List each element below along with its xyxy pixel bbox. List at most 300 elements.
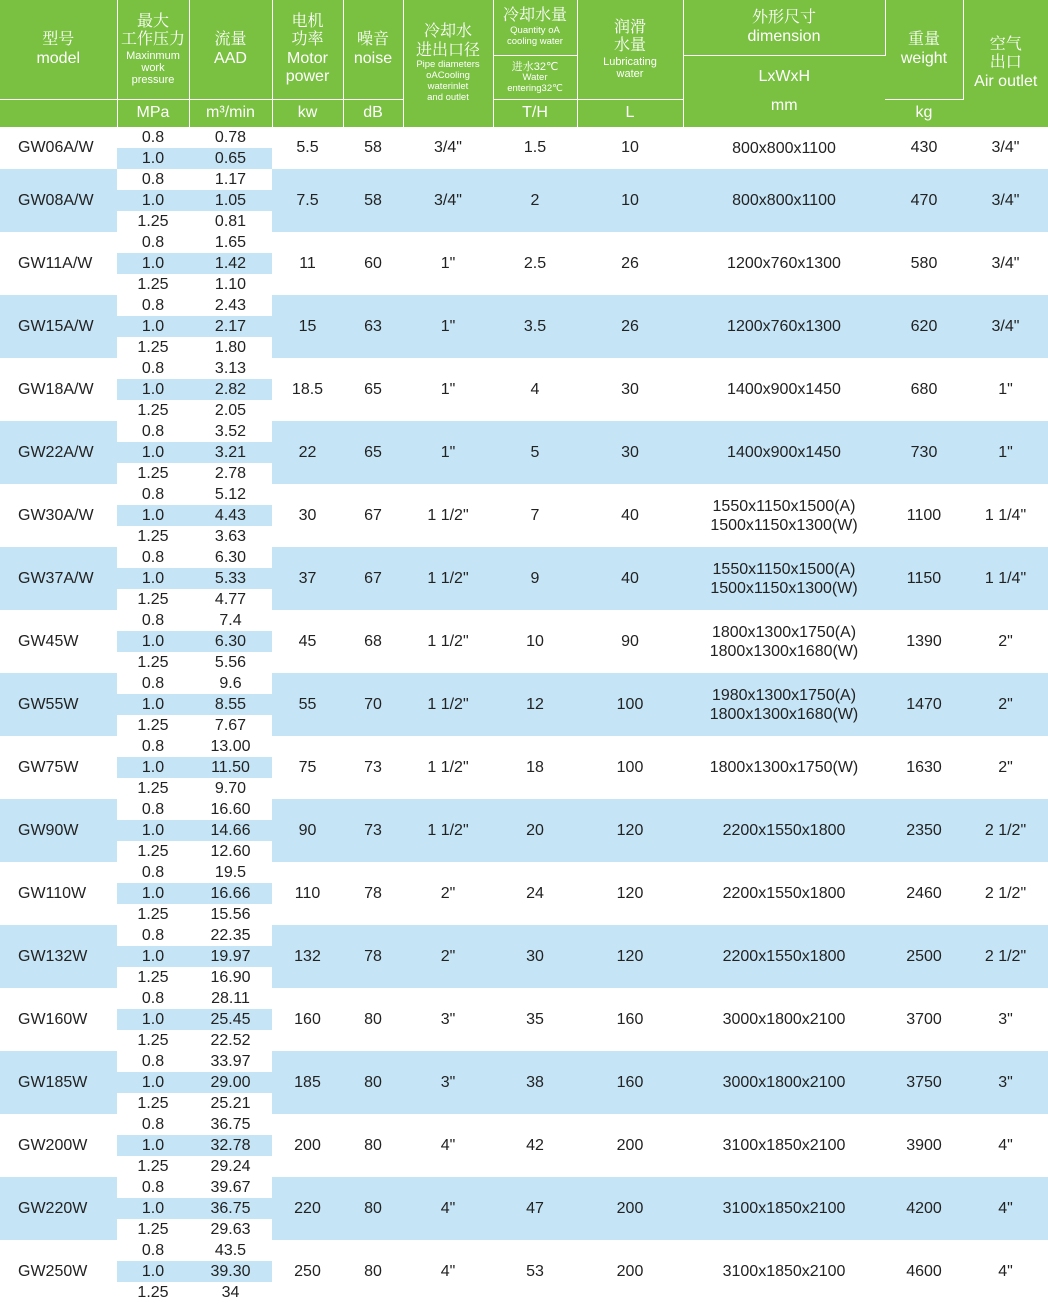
flow-cell: 3.63 — [189, 526, 272, 547]
power-cell: 55 — [272, 673, 343, 736]
model-cell: GW132W — [0, 925, 117, 988]
power-cell: 200 — [272, 1114, 343, 1177]
noise-cell: 78 — [343, 862, 403, 925]
pressure-cell: 1.0 — [117, 379, 189, 400]
flow-cell: 29.63 — [189, 1219, 272, 1240]
weight-cell: 4200 — [885, 1177, 963, 1240]
flow-cell: 6.30 — [189, 547, 272, 568]
cooling-cell: 9 — [493, 547, 577, 610]
pressure-cell: 1.25 — [117, 463, 189, 484]
model-cell: GW45W — [0, 610, 117, 673]
pressure-cell: 1.25 — [117, 904, 189, 925]
pressure-cell: 1.0 — [117, 820, 189, 841]
noise-cell: 67 — [343, 484, 403, 547]
pipe-cell: 1 1/2" — [403, 673, 493, 736]
pipe-cell: 3/4" — [403, 127, 493, 169]
air-outlet-cell: 4" — [963, 1240, 1048, 1303]
dimension-line: 3000x1800x2100 — [722, 1011, 846, 1028]
pressure-cell: 1.0 — [117, 1261, 189, 1282]
noise-cell: 78 — [343, 925, 403, 988]
lubricating-cell: 200 — [577, 1114, 683, 1177]
noise-cell: 58 — [343, 127, 403, 169]
flow-cell: 0.78 — [189, 127, 272, 148]
table-row — [0, 1177, 1048, 1198]
flow-cell: 15.56 — [189, 904, 272, 925]
dimension-line: 1800x1300x1750(A) — [711, 623, 857, 641]
model-cell: GW185W — [0, 1051, 117, 1114]
lubricating-cell: 30 — [577, 421, 683, 484]
pressure-cell: 1.25 — [117, 778, 189, 799]
dimension-line: 1400x900x1450 — [727, 444, 841, 461]
dimension-cell — [683, 547, 885, 610]
pressure-cell: 0.8 — [117, 1240, 189, 1261]
pressure-cell: 0.8 — [117, 862, 189, 883]
weight-cell: 2460 — [885, 862, 963, 925]
lubricating-cell: 120 — [577, 925, 683, 988]
air-outlet-cell: 2" — [963, 610, 1048, 673]
dimension-cell — [683, 484, 885, 547]
noise-cell: 73 — [343, 799, 403, 862]
cooling-cell: 38 — [493, 1051, 577, 1114]
dimension-line: 2200x1550x1800 — [722, 948, 846, 965]
flow-cell: 9.70 — [189, 778, 272, 799]
lubricating-cell: 160 — [577, 1051, 683, 1114]
air-outlet-cell: 2 1/2" — [963, 799, 1048, 862]
pipe-cell: 1 1/2" — [403, 610, 493, 673]
pressure-cell: 1.0 — [117, 316, 189, 337]
pressure-cell: 1.25 — [117, 1030, 189, 1051]
cooling-cell: 53 — [493, 1240, 577, 1303]
power-cell: 160 — [272, 988, 343, 1051]
table-row — [0, 127, 1048, 148]
weight-cell: 3900 — [885, 1114, 963, 1177]
dimension-cell — [683, 610, 885, 673]
flow-cell: 1.80 — [189, 337, 272, 358]
pipe-cell: 1 1/2" — [403, 799, 493, 862]
cooling-cell: 3.5 — [493, 295, 577, 358]
dimension-line: 1800x1300x1750(W) — [709, 759, 859, 776]
unit-th: T/H — [493, 100, 577, 128]
pipe-cell: 4" — [403, 1240, 493, 1303]
pressure-cell: 1.0 — [117, 1009, 189, 1030]
pipe-cell: 1 1/2" — [403, 736, 493, 799]
pressure-cell: 0.8 — [117, 295, 189, 316]
power-cell: 250 — [272, 1240, 343, 1303]
flow-cell: 1.42 — [189, 253, 272, 274]
flow-cell: 2.82 — [189, 379, 272, 400]
lubricating-cell: 160 — [577, 988, 683, 1051]
dimension-cell — [683, 736, 885, 799]
flow-cell: 39.67 — [189, 1177, 272, 1198]
lubricating-cell: 200 — [577, 1240, 683, 1303]
flow-cell: 1.10 — [189, 274, 272, 295]
cooling-cell: 2 — [493, 169, 577, 232]
air-outlet-cell: 3" — [963, 1051, 1048, 1114]
pressure-cell: 1.0 — [117, 757, 189, 778]
noise-cell: 73 — [343, 736, 403, 799]
model-cell: GW55W — [0, 673, 117, 736]
flow-cell: 5.33 — [189, 568, 272, 589]
lubricating-cell: 100 — [577, 673, 683, 736]
pressure-cell: 1.25 — [117, 1156, 189, 1177]
power-cell: 30 — [272, 484, 343, 547]
pipe-cell: 1 1/2" — [403, 484, 493, 547]
dimension-line: 1800x1300x1680(W) — [709, 705, 859, 723]
pressure-cell: 1.25 — [117, 589, 189, 610]
pressure-cell: 1.25 — [117, 715, 189, 736]
dimension-cell — [683, 358, 885, 421]
dimension-line: 1400x900x1450 — [727, 381, 841, 398]
flow-cell: 16.60 — [189, 799, 272, 820]
model-cell: GW11A/W — [0, 232, 117, 295]
table-row — [0, 421, 1048, 442]
cooling-cell: 12 — [493, 673, 577, 736]
header-air-outlet: 空气 出口 Air outlet — [963, 0, 1048, 127]
dimension-line: 2200x1550x1800 — [722, 822, 846, 839]
header-dimension: 外形尺寸 dimension — [683, 0, 885, 56]
air-outlet-cell: 2 1/2" — [963, 862, 1048, 925]
table-row — [0, 295, 1048, 316]
dimension-line: 2200x1550x1800 — [722, 885, 846, 902]
cooling-cell: 7 — [493, 484, 577, 547]
pressure-cell: 1.0 — [117, 883, 189, 904]
pipe-cell: 3/4" — [403, 169, 493, 232]
pressure-cell: 0.8 — [117, 673, 189, 694]
flow-cell: 2.43 — [189, 295, 272, 316]
pressure-cell: 1.25 — [117, 1282, 189, 1303]
air-outlet-cell: 3/4" — [963, 232, 1048, 295]
pressure-cell: 1.25 — [117, 400, 189, 421]
unit-kw: kw — [272, 100, 343, 128]
model-cell: GW160W — [0, 988, 117, 1051]
power-cell: 15 — [272, 295, 343, 358]
header-model: 型号 model — [0, 0, 117, 100]
lubricating-cell: 120 — [577, 862, 683, 925]
cooling-cell: 4 — [493, 358, 577, 421]
air-outlet-cell: 2" — [963, 736, 1048, 799]
dimension-line: 1550x1150x1500(A) — [712, 560, 856, 578]
pipe-cell: 1" — [403, 358, 493, 421]
power-cell: 75 — [272, 736, 343, 799]
unit-db: dB — [343, 100, 403, 128]
lubricating-cell: 10 — [577, 127, 683, 169]
flow-cell: 43.5 — [189, 1240, 272, 1261]
dimension-line: 1800x1300x1680(W) — [709, 642, 859, 660]
flow-cell: 2.17 — [189, 316, 272, 337]
flow-cell: 13.00 — [189, 736, 272, 757]
cooling-cell: 18 — [493, 736, 577, 799]
air-outlet-cell: 1" — [963, 421, 1048, 484]
model-cell: GW18A/W — [0, 358, 117, 421]
flow-cell: 3.13 — [189, 358, 272, 379]
weight-cell: 680 — [885, 358, 963, 421]
air-outlet-cell: 2" — [963, 673, 1048, 736]
unit-flow: m³/min — [189, 100, 272, 128]
pressure-cell: 0.8 — [117, 925, 189, 946]
pressure-cell: 0.8 — [117, 988, 189, 1009]
weight-cell: 620 — [885, 295, 963, 358]
dimension-cell — [683, 1177, 885, 1240]
model-cell: GW110W — [0, 862, 117, 925]
flow-cell: 12.60 — [189, 841, 272, 862]
power-cell: 22 — [272, 421, 343, 484]
pressure-cell: 1.0 — [117, 631, 189, 652]
weight-cell: 580 — [885, 232, 963, 295]
lubricating-cell: 40 — [577, 484, 683, 547]
unit-mpa: MPa — [117, 100, 189, 128]
flow-cell: 6.30 — [189, 631, 272, 652]
pressure-cell: 1.25 — [117, 1093, 189, 1114]
weight-cell: 430 — [885, 127, 963, 169]
pressure-cell: 1.0 — [117, 694, 189, 715]
flow-cell: 22.52 — [189, 1030, 272, 1051]
noise-cell: 80 — [343, 988, 403, 1051]
flow-cell: 25.45 — [189, 1009, 272, 1030]
lubricating-cell: 10 — [577, 169, 683, 232]
pressure-cell: 1.0 — [117, 946, 189, 967]
weight-cell: 1630 — [885, 736, 963, 799]
header-noise: 噪音 noise — [343, 0, 403, 100]
pipe-cell: 1" — [403, 421, 493, 484]
pipe-cell: 3" — [403, 988, 493, 1051]
lubricating-cell: 30 — [577, 358, 683, 421]
flow-cell: 39.30 — [189, 1261, 272, 1282]
pipe-cell: 4" — [403, 1114, 493, 1177]
weight-cell: 2350 — [885, 799, 963, 862]
flow-cell: 5.56 — [189, 652, 272, 673]
dimension-line: 3000x1800x2100 — [722, 1074, 846, 1091]
dimension-line: 800x800x1100 — [732, 139, 836, 157]
weight-cell: 730 — [885, 421, 963, 484]
power-cell: 45 — [272, 610, 343, 673]
pressure-cell: 0.8 — [117, 484, 189, 505]
table-row — [0, 358, 1048, 379]
cooling-cell: 47 — [493, 1177, 577, 1240]
pipe-cell: 2" — [403, 925, 493, 988]
flow-cell: 4.77 — [189, 589, 272, 610]
flow-cell: 14.66 — [189, 820, 272, 841]
air-outlet-cell: 4" — [963, 1114, 1048, 1177]
air-outlet-cell: 3/4" — [963, 169, 1048, 232]
noise-cell: 63 — [343, 295, 403, 358]
lubricating-cell: 200 — [577, 1177, 683, 1240]
flow-cell: 7.4 — [189, 610, 272, 631]
flow-cell: 16.90 — [189, 967, 272, 988]
model-cell: GW200W — [0, 1114, 117, 1177]
pipe-cell: 1 1/2" — [403, 547, 493, 610]
pressure-cell: 0.8 — [117, 799, 189, 820]
dimension-line: 3100x1850x2100 — [722, 1263, 846, 1280]
noise-cell: 65 — [343, 358, 403, 421]
dimension-line: 3100x1850x2100 — [722, 1137, 846, 1154]
unit-l: L — [577, 100, 683, 128]
dimension-cell — [683, 799, 885, 862]
power-cell: 7.5 — [272, 169, 343, 232]
dimension-line: 800x800x1100 — [732, 192, 836, 209]
table-row — [0, 925, 1048, 946]
flow-cell: 19.97 — [189, 946, 272, 967]
table-row — [0, 610, 1048, 631]
weight-cell: 3700 — [885, 988, 963, 1051]
pressure-cell: 1.0 — [117, 442, 189, 463]
noise-cell: 60 — [343, 232, 403, 295]
table-row — [0, 169, 1048, 190]
model-cell: GW22A/W — [0, 421, 117, 484]
noise-cell: 80 — [343, 1240, 403, 1303]
lubricating-cell: 90 — [577, 610, 683, 673]
header-weight: 重量 weight — [885, 0, 963, 100]
flow-cell: 33.97 — [189, 1051, 272, 1072]
pressure-cell: 0.8 — [117, 1114, 189, 1135]
air-outlet-cell: 3" — [963, 988, 1048, 1051]
dimension-cell — [683, 1051, 885, 1114]
flow-cell: 7.67 — [189, 715, 272, 736]
noise-cell: 58 — [343, 169, 403, 232]
flow-cell: 29.00 — [189, 1072, 272, 1093]
dimension-cell — [683, 925, 885, 988]
table-row — [0, 547, 1048, 568]
pressure-cell: 0.8 — [117, 1051, 189, 1072]
pressure-cell: 1.0 — [117, 1072, 189, 1093]
header-pipe: 冷却水 进出口径 Pipe diameters oACooling waterinlet and outlet — [403, 0, 493, 127]
noise-cell: 80 — [343, 1177, 403, 1240]
pressure-cell: 0.8 — [117, 169, 189, 190]
dimension-cell — [683, 169, 885, 232]
model-cell: GW15A/W — [0, 295, 117, 358]
flow-cell: 5.12 — [189, 484, 272, 505]
flow-cell: 34 — [189, 1282, 272, 1303]
pipe-cell: 2" — [403, 862, 493, 925]
pressure-cell: 1.0 — [117, 1135, 189, 1156]
flow-cell: 4.43 — [189, 505, 272, 526]
lubricating-cell: 120 — [577, 799, 683, 862]
noise-cell: 80 — [343, 1114, 403, 1177]
flow-cell: 8.55 — [189, 694, 272, 715]
cooling-cell: 30 — [493, 925, 577, 988]
table-row — [0, 232, 1048, 253]
lubricating-cell: 26 — [577, 232, 683, 295]
pressure-cell: 1.0 — [117, 505, 189, 526]
dimension-line: 3100x1850x2100 — [722, 1200, 846, 1217]
weight-cell: 470 — [885, 169, 963, 232]
noise-cell: 68 — [343, 610, 403, 673]
weight-cell: 1390 — [885, 610, 963, 673]
flow-cell: 11.50 — [189, 757, 272, 778]
power-cell: 132 — [272, 925, 343, 988]
noise-cell: 80 — [343, 1051, 403, 1114]
dimension-cell — [683, 988, 885, 1051]
flow-cell: 3.21 — [189, 442, 272, 463]
pipe-cell: 1" — [403, 295, 493, 358]
flow-cell: 1.05 — [189, 190, 272, 211]
dimension-cell — [683, 673, 885, 736]
header-lubricating: 润滑 水量 Lubricating water — [577, 0, 683, 100]
pressure-cell: 1.25 — [117, 337, 189, 358]
air-outlet-cell: 3/4" — [963, 127, 1048, 169]
weight-cell: 1150 — [885, 547, 963, 610]
weight-cell: 1100 — [885, 484, 963, 547]
header-cooling-sub: 进水32℃ Water entering32℃ — [493, 56, 577, 100]
air-outlet-cell: 3/4" — [963, 295, 1048, 358]
flow-cell: 0.81 — [189, 211, 272, 232]
dimension-cell — [683, 1240, 885, 1303]
pressure-cell: 1.25 — [117, 652, 189, 673]
pressure-cell: 0.8 — [117, 736, 189, 757]
flow-cell: 1.17 — [189, 169, 272, 190]
lubricating-cell: 100 — [577, 736, 683, 799]
pressure-cell: 0.8 — [117, 358, 189, 379]
cooling-cell: 42 — [493, 1114, 577, 1177]
flow-cell: 1.65 — [189, 232, 272, 253]
cooling-cell: 1.5 — [493, 127, 577, 169]
header-dimension-sub: LxWxH mm — [683, 56, 885, 128]
pressure-cell: 1.25 — [117, 1219, 189, 1240]
table-row — [0, 1051, 1048, 1072]
pressure-cell: 1.0 — [117, 568, 189, 589]
pressure-cell: 1.0 — [117, 148, 189, 169]
table-row — [0, 673, 1048, 694]
dimension-cell — [683, 421, 885, 484]
dimension-cell — [683, 127, 885, 169]
flow-cell: 2.05 — [189, 400, 272, 421]
table-row — [0, 1114, 1048, 1135]
table-row — [0, 1240, 1048, 1261]
pressure-cell: 1.25 — [117, 274, 189, 295]
air-outlet-cell: 1 1/4" — [963, 547, 1048, 610]
flow-cell: 3.52 — [189, 421, 272, 442]
dimension-line: 1200x760x1300 — [727, 318, 841, 335]
pressure-cell: 0.8 — [117, 1177, 189, 1198]
flow-cell: 36.75 — [189, 1198, 272, 1219]
table-row — [0, 736, 1048, 757]
unit-model — [0, 100, 117, 128]
air-outlet-cell: 2 1/2" — [963, 925, 1048, 988]
flow-cell: 28.11 — [189, 988, 272, 1009]
air-outlet-cell: 1 1/4" — [963, 484, 1048, 547]
dimension-line: 1500x1150x1300(W) — [710, 516, 858, 534]
power-cell: 110 — [272, 862, 343, 925]
dimension-cell — [683, 862, 885, 925]
dimension-line: 1500x1150x1300(W) — [710, 579, 858, 597]
dimension-line: 1980x1300x1750(A) — [711, 686, 857, 704]
dimension-cell — [683, 1114, 885, 1177]
noise-cell: 65 — [343, 421, 403, 484]
pressure-cell: 0.8 — [117, 610, 189, 631]
pressure-cell: 1.25 — [117, 526, 189, 547]
table-row — [0, 862, 1048, 883]
lubricating-cell: 26 — [577, 295, 683, 358]
cooling-cell: 24 — [493, 862, 577, 925]
cooling-cell: 20 — [493, 799, 577, 862]
pressure-cell: 0.8 — [117, 547, 189, 568]
table-body — [0, 127, 1048, 1303]
model-cell: GW06A/W — [0, 127, 117, 169]
noise-cell: 67 — [343, 547, 403, 610]
pressure-cell: 1.25 — [117, 841, 189, 862]
pipe-cell: 4" — [403, 1177, 493, 1240]
pressure-cell: 0.8 — [117, 421, 189, 442]
power-cell: 37 — [272, 547, 343, 610]
cooling-cell: 10 — [493, 610, 577, 673]
pressure-cell: 0.8 — [117, 127, 189, 148]
flow-cell: 25.21 — [189, 1093, 272, 1114]
flow-cell: 32.78 — [189, 1135, 272, 1156]
cooling-cell: 35 — [493, 988, 577, 1051]
flow-cell: 16.66 — [189, 883, 272, 904]
flow-cell: 36.75 — [189, 1114, 272, 1135]
model-cell: GW30A/W — [0, 484, 117, 547]
power-cell: 220 — [272, 1177, 343, 1240]
